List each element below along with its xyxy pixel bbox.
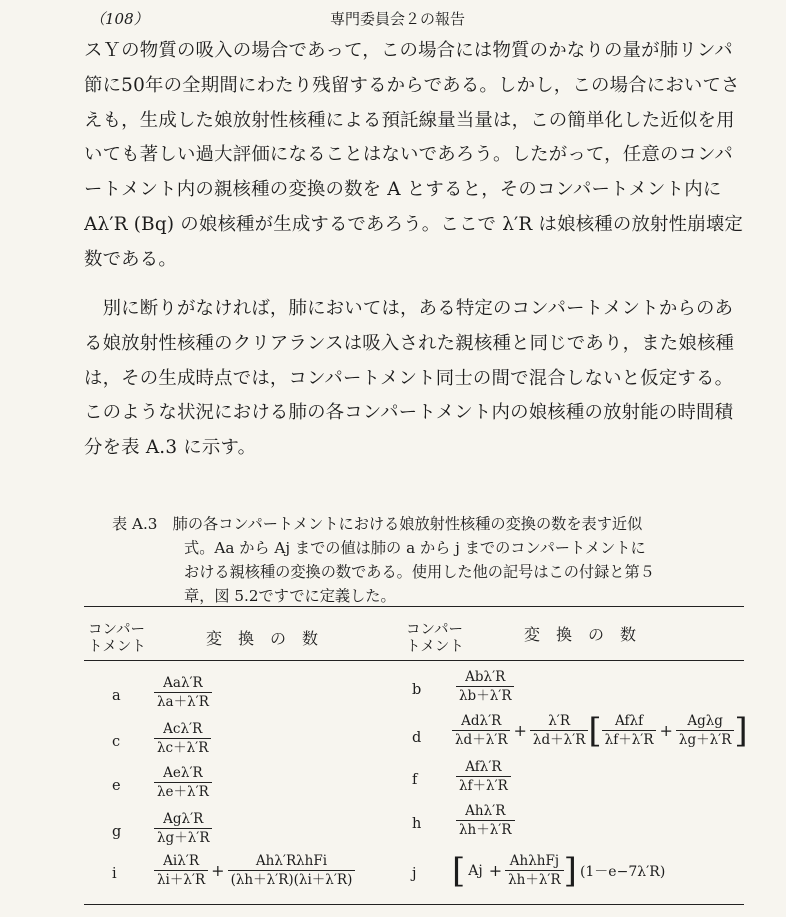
numerator: Agλg <box>676 712 734 731</box>
numerator: Adλ′R <box>452 712 510 731</box>
formula-cell <box>456 668 514 705</box>
text-line: 分を表 A.3 に示す。 <box>84 437 257 459</box>
denominator: λb＋λ′R <box>459 688 512 704</box>
formula-cell <box>154 810 212 847</box>
numerator: Afλf <box>602 712 657 731</box>
fraction <box>452 712 510 749</box>
header-compartment-left <box>88 622 146 656</box>
caption-line: 表 A.3 肺の各コンパートメントにおける娘放射性核種の変換の数を表す近似 <box>112 515 643 533</box>
fraction <box>154 810 212 847</box>
header-text: トメント <box>88 639 146 655</box>
numerator: Ahλ′R <box>456 802 515 821</box>
plus-sign: + <box>513 721 527 740</box>
numerator: Afλ′R <box>456 758 511 777</box>
formula-cell <box>456 758 511 795</box>
denominator: λa＋λ′R <box>157 694 209 710</box>
header-text: コンパー <box>88 622 145 638</box>
numerator: AhλhFj <box>505 852 564 871</box>
numerator: Aiλ′R <box>154 852 208 871</box>
paragraph-1 <box>84 34 744 278</box>
formula-cell <box>154 720 211 757</box>
header-transformations-left: 変 換 の 数 <box>206 629 319 648</box>
plus-sign: + <box>211 861 225 880</box>
compartment-label: g <box>112 824 122 840</box>
numerator: Abλ′R <box>456 668 514 687</box>
decay-term: (1－e−7λ′R) <box>579 863 666 880</box>
compartment-label: j <box>412 866 417 882</box>
table-caption <box>112 512 752 608</box>
formula-cell <box>452 712 748 749</box>
fraction <box>456 758 511 795</box>
fraction <box>456 802 515 839</box>
fraction <box>228 852 356 889</box>
text-line: いても著しい過大評価になることはないであろう。したがって，任意のコンパ <box>84 144 734 166</box>
bracket-close: ] <box>563 850 577 891</box>
table-top-rule <box>84 606 744 607</box>
compartment-label: h <box>412 816 422 832</box>
text-line: 節に50年の全期間にわたり残留するからである。しかし，この場合においてさ <box>84 74 740 96</box>
numerator: Aaλ′R <box>154 674 212 693</box>
formula-cell <box>154 674 212 711</box>
denominator: λc＋λ′R <box>157 740 209 756</box>
denominator: λg＋λ′R <box>157 830 210 846</box>
compartment-label: a <box>112 688 121 704</box>
text-line: は，その生成時点では，コンパートメント同士の間で混合しないと仮定する。 <box>84 367 734 389</box>
fraction <box>530 712 588 749</box>
numerator: λ′R <box>530 712 588 731</box>
denominator: λf＋λ′R <box>604 732 654 748</box>
caption-line: 式。Aa から Aj までの値は肺の a から j までのコンパートメントに <box>184 539 646 557</box>
denominator: λi＋λ′R <box>157 872 206 888</box>
compartment-label: e <box>112 778 121 794</box>
numerator: Agλ′R <box>154 810 212 829</box>
denominator: λh＋λ′R <box>459 822 512 838</box>
header-transformations-right: 変 換 の 数 <box>524 625 637 644</box>
paragraph-2 <box>84 292 744 466</box>
fraction <box>154 720 211 757</box>
denominator: λh＋λ′R <box>508 872 561 888</box>
compartment-label: b <box>412 682 422 698</box>
page-header <box>90 8 690 32</box>
formula-cell <box>154 764 212 801</box>
denominator: λe＋λ′R <box>157 784 209 800</box>
page-number: （108） <box>90 10 149 28</box>
compartment-label: f <box>412 772 418 788</box>
text-line: えも，生成した娘放射性核種による預託線量当量は，この簡単化した近似を用 <box>84 109 735 131</box>
conversion-table <box>84 612 748 900</box>
compartment-label: d <box>412 730 422 746</box>
denominator: λg＋λ′R <box>678 732 732 748</box>
formula-cell <box>456 802 515 839</box>
fraction <box>456 668 514 705</box>
text-line: 数である。 <box>84 248 177 270</box>
fraction <box>154 852 208 889</box>
compartment-label: c <box>112 734 121 750</box>
term-aj: Aj <box>468 862 483 879</box>
plus-sign: + <box>488 861 503 880</box>
compartment-label: i <box>112 866 117 882</box>
caption-line: おける親核種の変換の数である。使用した他の記号はこの付録と第５ <box>184 563 655 581</box>
table-bottom-rule <box>84 904 744 905</box>
text-line: Aλ′R (Bq) の娘核種が生成するであろう。ここで λ′R は娘核種の放射性崩壊定 <box>84 213 744 235</box>
denominator: λf＋λ′R <box>459 778 508 794</box>
text-line: 別に断りがなければ，肺においては，ある特定のコンパートメントからのあ <box>84 298 734 319</box>
formula-cell <box>452 852 668 889</box>
caption-line: 章，図 5.2ですでに定義した。 <box>184 587 396 605</box>
text-line: このような状況における肺の各コンパートメント内の娘核種の放射能の時間積 <box>84 402 734 424</box>
denominator: λd＋λ′R <box>455 732 508 748</box>
fraction <box>602 712 657 749</box>
fraction <box>505 852 564 889</box>
bracket-close: ] <box>734 710 748 751</box>
header-text: トメント <box>406 639 464 655</box>
formula-cell <box>154 852 355 889</box>
denominator: (λh＋λ′R)(λi＋λ′R) <box>230 872 353 888</box>
header-text: コンパー <box>406 622 463 638</box>
running-title: 専門委員会２の報告 <box>330 10 466 28</box>
fraction <box>676 712 734 749</box>
text-line: スＹの物質の吸入の場合であって，この場合には物質のかなりの量が肺リンパ <box>84 40 733 61</box>
header-compartment-right <box>406 622 464 656</box>
numerator: Aeλ′R <box>154 764 212 783</box>
text-line: る娘放射性核種のクリアランスは吸入された親核種と同じであり，また娘核種 <box>84 332 735 354</box>
bracket-open: [ <box>588 710 602 751</box>
denominator: λd＋λ′R <box>532 732 586 748</box>
fraction <box>154 764 212 801</box>
bracket-open: [ <box>452 850 466 891</box>
text-line: ートメント内の親核種の変換の数を A とすると，そのコンパートメント内に <box>84 179 722 201</box>
numerator: Acλ′R <box>154 720 211 739</box>
fraction <box>154 674 212 711</box>
numerator: Ahλ′RλhFi <box>228 852 356 871</box>
plus-sign: + <box>659 721 673 740</box>
